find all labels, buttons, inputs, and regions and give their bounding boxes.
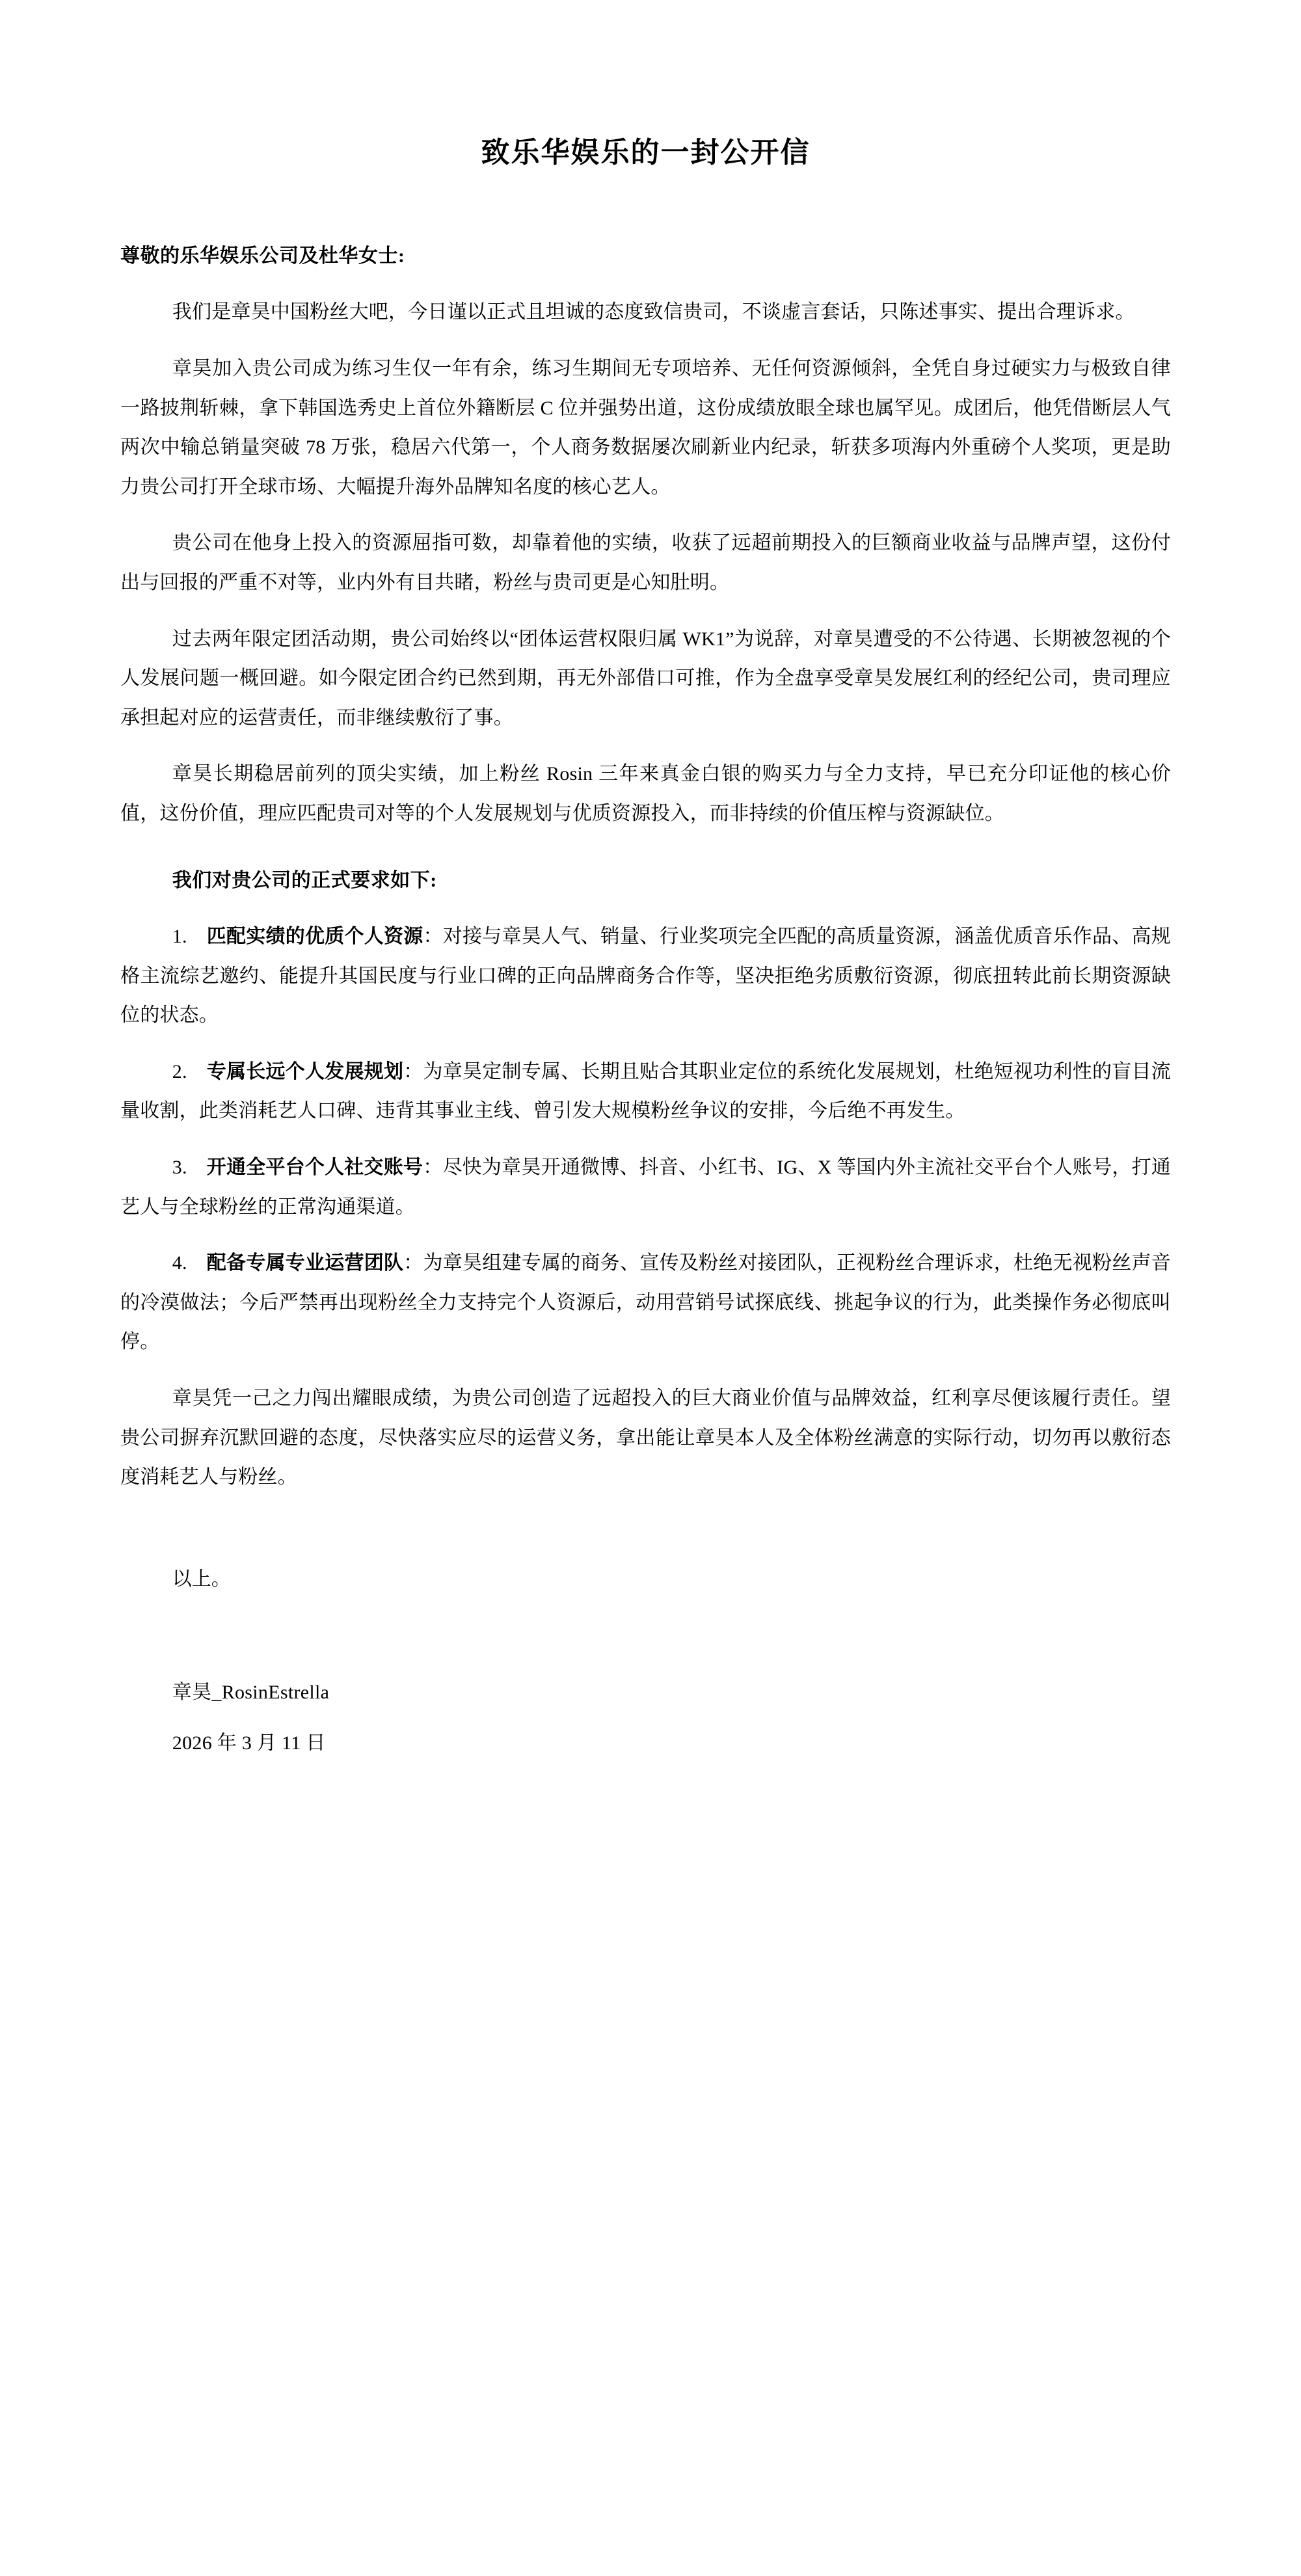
list-item: [120, 1131, 1171, 1227]
body-paragraph-1: 我们是章昊中国粉丝大吧，今日谨以正式且坦诚的态度致信贵司，不谈虚言套话，只陈述事实、提出合理诉求。: [172, 301, 1135, 323]
body-paragraph-4: 过去两年限定团活动期，贵公司始终以“团体运营权限归属 WK1”为说辞，对章昊遭受的不公待遇、长期被忽视的个人发展问题一概回避。如今限定团合约已然到期，再无外部借口可推，作为全盘享受章昊发展红利的经纪公司，贵司理应承担起对应的运营责任，而非继续敷衍了事。: [120, 628, 1171, 729]
final-paragraph: 章昊凭一己之力闯出耀眼成绩，为贵公司创造了远超投入的巨大商业价值与品牌效益，红利享尽便该履行责任。望贵公司摒弃沉默回避的态度，尽快落实应尽的运营义务，拿出能让章昊本人及全体粉丝满意的实际行动，切勿再以敷衍态度消耗艺人与粉丝。: [120, 1388, 1171, 1488]
salutation: 尊敬的乐华娱乐公司及杜华女士:: [120, 245, 405, 267]
body-paragraph-3: 贵公司在他身上投入的资源屈指可数，却靠着他的实绩，收获了远超前期投入的巨额商业收益与品牌声望，这份付出与回报的严重不对等，业内外有目共睹，粉丝与贵司更是心知肚明。: [120, 532, 1171, 593]
requirement-label: 配备专属专业运营团队: [206, 1252, 404, 1274]
requirements-heading: 我们对贵公司的正式要求如下:: [172, 869, 437, 891]
requirement-body: ：为章昊定制专属、长期且贴合其职业定位的系统化发展规划，杜绝短视功利性的盲目流量收割，此类消耗艺人口碑、违背其事业主线、曾引发大规模粉丝争议的安排，今后绝不再发生。: [120, 1060, 1171, 1122]
signature-name: 章昊_RosinEstrella: [172, 1682, 330, 1704]
signature-date: 2026 年 3 月 11 日: [172, 1732, 326, 1754]
requirement-body: ：尽快为章昊开通微博、抖音、小红书、IG、X 等国内外主流社交平台个人账号，打通艺人与全球粉丝的正常沟通渠道。: [120, 1157, 1171, 1218]
list-item: [120, 1227, 1171, 1362]
list-item: [120, 1036, 1171, 1131]
requirement-number: 4.: [172, 1252, 187, 1274]
requirement-label: 专属长远个人发展规划: [206, 1060, 404, 1082]
page-title: 致乐华娱乐的一封公开信: [481, 137, 811, 168]
requirement-number: 3.: [172, 1157, 187, 1179]
requirement-number: 2.: [172, 1060, 187, 1082]
requirements-list: [120, 900, 1171, 1362]
requirement-label: 匹配实绩的优质个人资源: [206, 926, 423, 948]
body-paragraph-2: 章昊加入贵公司成为练习生仅一年有余，练习生期间无专项培养、无任何资源倾斜，全凭自身过硬实力与极致自律一路披荆斩棘，拿下韩国选秀史上首位外籍断层 C 位并强势出道，这份成绩放眼全球也属罕见。成团后，他凭借断层人气两次中输总销量突破 78 万张，稳居六代第一，个人商务数据屡次刷新业内纪录，斩获多项海内外重磅个人奖项，更是助力贵公司打开全球市场、大幅提升海外品牌知名度的核心艺人。: [120, 357, 1171, 498]
requirement-body: ：对接与章昊人气、销量、行业奖项完全匹配的高质量资源，涵盖优质音乐作品、高规格主流综艺邀约、能提升其国民度与行业口碑的正向品牌商务合作等，坚决拒绝劣质敷衍资源，彻底扭转此前长期资源缺位的状态。: [120, 926, 1171, 1026]
document-body: [120, 0, 1171, 1759]
requirement-label: 开通全平台个人社交账号: [206, 1157, 423, 1179]
body-paragraph-5: 章昊长期稳居前列的顶尖实绩，加上粉丝 Rosin 三年来真金白银的购买力与全力支持，早已充分印证他的核心价值，这份价值，理应匹配贵司对等的个人发展规划与优质资源投入，而非持续的价值压榨与资源缺位。: [120, 763, 1171, 824]
list-item: [120, 900, 1171, 1036]
requirement-body: ：为章昊组建专属的商务、宣传及粉丝对接团队，正视粉丝合理诉求，杜绝无视粉丝声音的冷漠做法；今后严禁再出现粉丝全力支持完个人资源后，动用营销号试探底线、挑起争议的行为，此类操作务必彻底叫停。: [120, 1252, 1171, 1353]
requirement-number: 1.: [172, 926, 187, 948]
closing-note: 以上。: [172, 1568, 231, 1590]
